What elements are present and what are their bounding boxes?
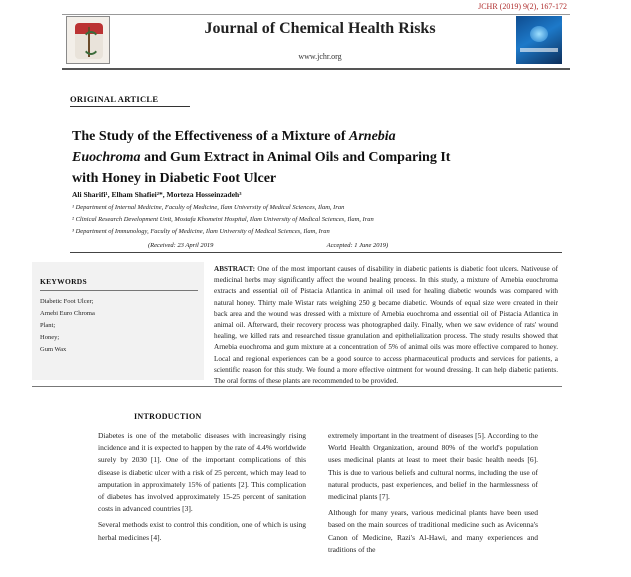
body-column-left	[98, 430, 306, 548]
abstract-divider	[32, 386, 562, 387]
received-accepted-dates	[148, 242, 548, 249]
affiliation-2: ² Clinical Research Development Unit, Mostafa Khomeini Hospital, Ilam University of Medical Sciences, Ilam, Iran	[72, 216, 374, 223]
title-part-2: and Gum Extract in Animal Oils and Comparing It	[140, 150, 451, 165]
article-type-underline	[70, 106, 190, 107]
keywords-title: KEYWORDS	[40, 277, 87, 286]
keywords-divider	[40, 290, 198, 291]
keyword-item: Gum Wax	[40, 346, 67, 353]
title-italic-1: Arnebia	[349, 129, 396, 144]
body-paragraph: extremely important in the treatment of diseases [5]. According to the World Health Organization, around 80% of the world's population uses medicinal plants at least to meet their basic health needs [6]. This is due to various beliefs and cultural norms, including the use of natural products, past experiences, and belief in the harmlessness of medicinal plants [7].	[328, 431, 538, 502]
title-italic-2: Euochroma	[72, 150, 141, 165]
title-part-3: with Honey in Diabetic Foot Ulcer	[72, 171, 277, 186]
header-divider-bottom	[62, 68, 570, 70]
abstract-text: One of the most important causes of disability in diabetic patients is diabetic foot ulcers. Nativeuse of medicinal herbs may significantly affect the wound healing process. In this study, a mixture of Arnebia euochroma extracts and essential oil of Pistacia Atlantica in animal oil used for healing diabetic wounds was compared with natural honey. Thirty male Wistar rats weighing 250 g became diabetic. Wounds of equal size were created in their back area and the wound was dressed with a mixture of Arnebia euochroma and essential oil of Pistacia Atlantica in animal oil. Afterward, their recovery process was photographed daily. Finally, when we saw evidence of rats' wound healing, we killed rats and researched tissue granulation and epithelialization process. The study results showed that Arnebia euochroma and gum mixture at a concentration of 5% of animal oils was more effective compared to honey. Local and regional experiences can be a good source to access pharmaceutical products and services for patients, a scientific reason for this study. We found a more effective ointment for wound dressing. It can help diabetic patients. The oral forms of these plants are recommended to be provided.	[214, 265, 558, 386]
body-column-right	[328, 430, 538, 560]
journal-cover-icon	[516, 16, 562, 64]
citation-line: JCHR (2019) 9(2), 167-172	[478, 2, 567, 11]
keyword-item: Arnebi Euro Chroma	[40, 310, 95, 317]
keyword-item: Plant;	[40, 322, 56, 329]
author-list: Ali Sharifi¹, Elham Shafiei²*, Morteza Hosseinzadeh³	[72, 190, 242, 199]
journal-logo-icon	[66, 16, 110, 64]
accepted-date: Accepted: 1 June 2019)	[326, 242, 389, 249]
article-type: ORIGINAL ARTICLE	[70, 94, 159, 104]
body-paragraph: Diabetes is one of the metabolic diseases with increasingly rising incidence and it is expected to happen by the rate of 4.4% worldwide surely by 2030 [1]. One of the important complications of this disease is diabetic ulcer with a risk of 25 percent, which may lead to amputation in approximately 15% of patients [2]. This complication of diabetes has involved approximately 15-25 percent of sanitation costs in advanced countries [3].	[98, 431, 306, 514]
paper-title	[72, 126, 552, 189]
received-date: (Received: 23 April 2019	[148, 242, 214, 249]
dates-divider	[70, 252, 562, 253]
affiliation-1: ¹ Department of Internal Medicine, Faculty of Medicine, Ilam University of Medical Sciences, Ilam, Iran	[72, 204, 345, 211]
keyword-item: Honey;	[40, 334, 60, 341]
abstract-label: ABSTRACT:	[214, 265, 256, 273]
journal-title: Journal of Chemical Health Risks	[204, 20, 436, 37]
keyword-item: Diabetic Foot Ulcer;	[40, 298, 94, 305]
title-part-1: The Study of the Effectiveness of a Mixture of	[72, 129, 349, 144]
header-divider-top	[62, 14, 570, 15]
body-paragraph: Although for many years, various medicinal plants have been used based on the main sources of traditional medicine such as Avicenna's Canon of Medicine, Razi's Al-Hawi, and many experiences and traditions of the	[328, 508, 538, 554]
body-paragraph: Several methods exist to control this condition, one of which is using herbal medicines [4].	[98, 520, 306, 542]
journal-url[interactable]: www.jchr.org	[298, 52, 342, 61]
affiliation-3: ³ Department of Immunology, Faculty of Medicine, Ilam University of Medical Sciences, Ilam, Iran	[72, 228, 330, 235]
abstract	[214, 264, 558, 387]
introduction-heading: INTRODUCTION	[134, 412, 202, 421]
